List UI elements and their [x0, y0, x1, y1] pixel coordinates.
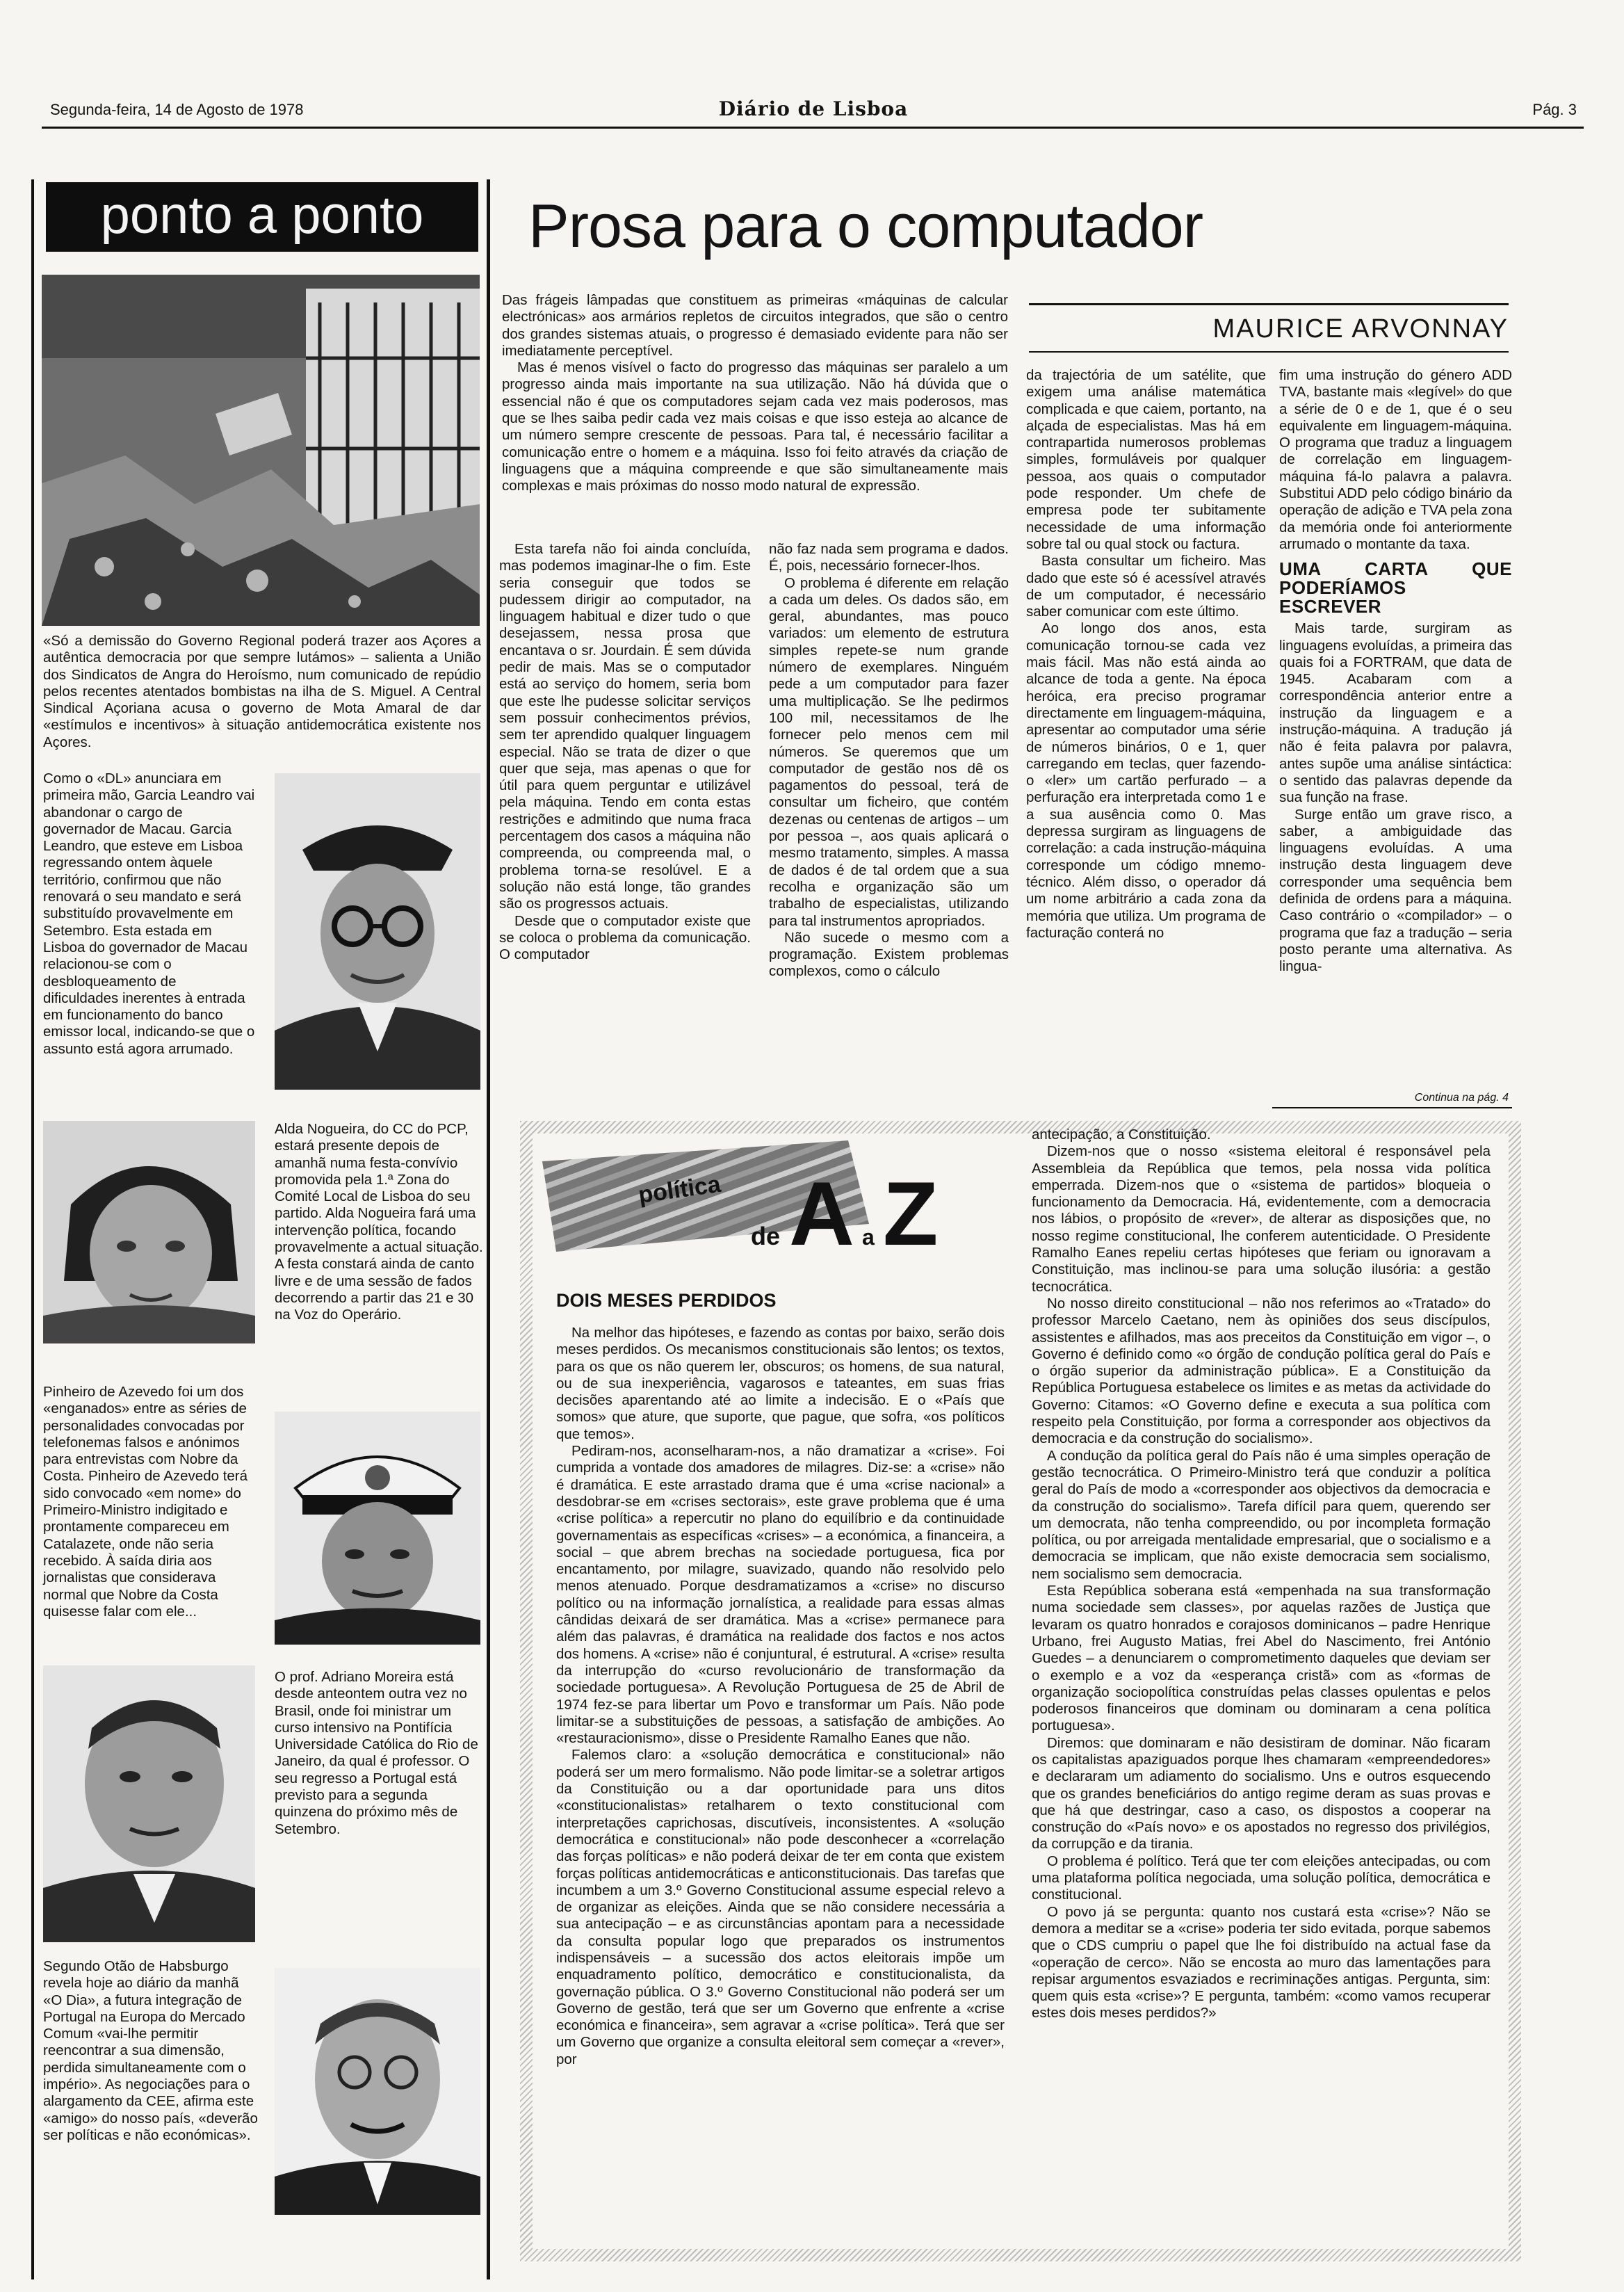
az-paragraph: O problema é político. Terá que ter com eleições antecipadas, ou com uma plataforma política negociada, uma solução política, democrática e constitucional.	[1032, 1853, 1491, 1903]
continued-note: Continua na pág. 4	[1414, 1092, 1509, 1104]
photo-adriano-moreira	[43, 1665, 255, 1942]
body-paragraph: Basta consultar um ficheiro. Mas dado que este só é acessível através de um computador, é necessário saber comunicar com este último.	[1026, 553, 1266, 620]
photo-alda-nogueira	[43, 1121, 255, 1343]
az-heading: DOIS MESES PERDIDOS	[556, 1290, 777, 1311]
az-banner-word: política	[636, 1170, 722, 1209]
body-paragraph: da trajectória de um satélite, que exigem uma análise matemática complicada e que caiem, portanto, na alçada de especialistas. Mas há em contrapartida numerosos problemas simples, formuláveis por qualquer pessoa, aos quais o computador pode responder. Um chefe de empresa pode ter subitamente necessidade de uma informação sobre tal ou qual stock ou factura.	[1026, 367, 1266, 552]
az-paragraph: Na melhor das hipóteses, e fazendo as contas por baixo, serão dois meses perdidos. Os mecanismos constitucionais são lentos; os textos, para os que os não querem ler, obscuros; os homens, de sua natural, ou de sua inexperiência, vagarosos e tateantes, em suas frias decisões aparentando até ao limite a indecisão. E o «País que somos» que ature, que suporte, que pague, que sofra, «os políticos que temos».	[556, 1325, 1005, 1442]
article-title: Prosa para o computador	[528, 191, 1203, 260]
article-author: MAURICE ARVONNAY	[1212, 314, 1509, 344]
article-subheading: UMA CARTA QUE PODERÍAMOS ESCREVER	[1279, 558, 1512, 618]
body-paragraph: fim uma instrução do género ADD TVA, bastante mais «legível» do que a série de 0 e de 1, que é o seu equivalente em linguagem-máquina. O programa que traduz a linguagem de correlação em linguagem-máquina fá-lo palavra a palavra. Substitui ADD pelo código binário da operação de adição e TVA pela zona da memória onde foi anteriormente arrumado o montante da taxa.	[1279, 367, 1512, 552]
az-banner-a: A	[789, 1163, 854, 1252]
az-banner-mid: a	[862, 1225, 875, 1250]
newspaper-masthead: Diário de Lisboa	[718, 97, 909, 120]
byline-rule-bottom	[1029, 351, 1509, 353]
az-paragraph: Falemos claro: a «solução democrática e constitucional» não poderá ser um mero formalismo. Não pode limitar-se a soletrar artigos da Constituição ou a dar oportunidade para uns ditos «constitucionalistas» retalharem o texto constitucional com interpretações caprichosas, discutíveis, inconsistentes. A «solução democrática e constitucional» não pode desconhecer a «correlação das forças políticas» e não poderá deixar de ter em conta que existem forças políticas antidemocráticas e anticonstitucionais. Das tarefas que incumbem a um 3.º Governo Constitucional assume especial relevo a de organizar as eleições. Ainda que se não considere necessária a sua antecipação – e as circunstâncias apontam para a necessidade da consulta popular logo que preparados os instrumentos indispensáveis – a sucessão dos actos eleitorais impõe um enquadramento político, democrático e constitucionalista, da governação pública. O 3.º Governo Constitucional não poderá ser um Governo de gestão, terá que ser um Governo que enfrente a «crise económica e financeira», sem agravar a «crise política». Terá que ser um Governo que organize a consulta eleitoral sem começar a «rever», por	[556, 1747, 1005, 2067]
photo-garcia-leandro	[275, 773, 480, 1090]
az-banner	[542, 1140, 1022, 1252]
brief-acores: «Só a demissão do Governo Regional poderá trazer aos Açores a autêntica democracia por que sempre lutámos» – salienta a União dos Sindicatos de Angra do Heroísmo, num comunicado de repúdio pelos recentes atentados bombistas na ilha de S. Miguel. A Central Sindical Açoriana acusa o governo de Mota Amaral de dar «estímulos e incentivos» à situação antidemocrática existente nos Açores.	[43, 633, 481, 750]
left-border-rule	[31, 179, 34, 2279]
az-paragraph: Diremos: que dominaram e não desistiram de dominar. Não ficaram os capitalistas apaziguados porque lhes chamaram «empreendedores» e declararam um adiamento do socialismo. Uns e outros esquecendo que os grandes beneficiários do antigo regime deram as suas provas e que há que destringar, caso a caso, os dispostos a cooperar na construção do «País novo» e os apostados no regresso dos privilégios, da corrupção e da tirania.	[1032, 1734, 1491, 1853]
section-title: ponto a ponto	[100, 186, 424, 245]
az-right-column	[1032, 1127, 1491, 2022]
intro-paragraph: Das frágeis lâmpadas que constituem as primeiras «máquinas de calcular electrónicas» aos armários repletos de circuitos integrados, que são o centro dos grandes sistemas atuais, o progresso é demasiado evidente para não ser imediatamente perceptível.	[502, 292, 1008, 359]
brief-pinheiro-azevedo: Pinheiro de Azevedo foi um dos «enganados» entre as séries de personalidades convocadas por telefonemas falsos e anónimos para entrevistas com Nobre da Costa. Pinheiro de Azevedo terá sido convocado «em nome» do Primeiro-Ministro indigitado e prontamente compareceu em Catalazete, onde não seria recebido. À saída diria aos jornalistas que considerava normal que Nobre da Costa quisesse falar com ele...	[43, 1384, 248, 1620]
body-paragraph: O problema é diferente em relação a cada um deles. Os dados são, em geral, abundantes, mas pouco variados: um elemento de estrutura simples repete-se num grande número de exemplares. Ninguém pede a um computador para fazer uma multiplicação. Se lhe pedirmos 100 mil, necessitamos de lhe fornecer pelo menos cem mil números. Se queremos que um computador de gestão nos dê os pagamentos do pessoal, terá de consultar um ficheiro, que contém dezenas ou centenas de artigos – um por pessoa –, aos quais aplicará o mesmo tratamento, simples. A massa de dados é de tal ordem que a sua recolha e organização são um trabalho de especialistas, utilizando para tal instrumentos apropriados.	[769, 574, 1009, 929]
brief-macau: Como o «DL» anunciara em primeira mão, Garcia Leandro vai abandonar o cargo de governador de Macau. Garcia Leandro, que esteve em Lisboa regressando ontem àquele território, confirmou que não renovará o seu mandato e será substituído provavelmente em Setembro. Esta estada em Lisboa do governador de Macau relacionou-se com o desbloqueamento de dificuldades inerentes à entrada em funcionamento do banco emissor local, indicando-se que o assunto está agora arrumado.	[43, 770, 255, 1057]
body-paragraph: Não sucede o mesmo com a programação. Existem problemas complexos, como o cálculo	[769, 929, 1009, 980]
az-paragraph: Esta República soberana está «empenhada na sua transformação numa sociedade sem classes», por aquelas razões de Justiça que levaram os quatro honrados e corajosos dominicanos – padre Henrique Urbano, frei Augusto Matias, frei Abel do Nascimento, frei António Guedes – a denunciarem o comprometimento daqueles que deviam ser o exemplo e a voz da «esperança cristã» com as «formas de organização sociopolítica construídas pelas classes opulentas e pelos poderosos financeiros que dominam ou dominaram a cena política portuguesa».	[1032, 1583, 1491, 1734]
az-paragraph: No nosso direito constitucional – não nos referimos ao «Tratado» do professor Marcelo Caetano, nem às opiniões dos seus discípulos, assistentes e afilhados, mas aos preceitos da Constituição em vigor –, o Governo é definido como «o órgão de condução política geral do País e o órgão superior da administração pública». E a Constituição da República Portuguesa estabelece os limites e as metas da actividade do Governo: Citamos: «O Governo define e executa a sua política com respeito pela Constituição, por forma a corresponder aos objectivos da democracia e da construção do socialismo».	[1032, 1295, 1491, 1447]
az-paragraph: O povo já se pergunta: quanto nos custará esta «crise»? Não se demora a meditar se a «crise» poderia ter sido evitada, porque sabemos que o CDS cumpriu o papel que lhe foi distribuído na actual fase da «operação de cerco». Não se encosta ao muro das lamentações para repisar argumentos esvaziados e recriminações antigas. Pergunta, sim: quem quis esta «crise»? E pergunta, também: «como vamos recuperar estes dois meses perdidos?»	[1032, 1903, 1491, 2021]
az-paragraph: Pediram-nos, aconselharam-nos, a não dramatizar a «crise». Foi cumprida a vontade dos amadores de milagres. Diz-se: a «crise» não é dramática. E este arrastado drama que é uma «crise nacional» a desdobrar-se em «crises sectorais», este grave problema que é uma «crise política» a repercutir no plano do equilíbrio e da continuidade governamentais as específicas «crises» – a económica, a financeira, a social – que abrem brechas na sociedade portuguesa, fica por encantamento, por milagre, suavizado, quando não resolvido pelo menos atenuado. Porque desdramatizamos a «crise» no discurso político ou na informação jornalística, a realidade para essas almas cândidas deixará de ser dramática. Mas a «crise» permanece para além das palavras, é dramática na realidade dos factos e nos actos dos homens. A «crise» não é conjuntural, é estrutural. A «crise» resulta da interrupção do «curso revolucionário de transformação da sociedade portuguesa». A Revolução Portuguesa de 25 de Abril de 1974 fez-se para libertar um Povo e transformar um País. Não pode limitar-se a substituições de pessoas, a satisfação de ambições. Ao «restauracionismo», disse o Presidente Ramalho Eanes que não.	[556, 1443, 1005, 1747]
header-rule	[42, 127, 1584, 129]
photo-otao-habsburgo	[275, 1968, 480, 2215]
byline-rule	[1029, 303, 1509, 305]
column-divider	[487, 179, 490, 2279]
brief-otao-habsburgo: Segundo Otão de Habsburgo revela hoje ao diário da manhã «O Dia», a futura integração de Portugal na Europa do Mercado Comum «vai-lhe permitir reencontrar a sua dimensão, perdida simultaneamente com o império». As negociações para o alargamento da CEE, afirma este «amigo» do nosso país, «deverão ser políticas e não económicas».	[43, 1958, 258, 2143]
article-column-4	[1279, 367, 1512, 976]
brief-alda-nogueira: Alda Nogueira, do CC do PCP, estará presente depois de amanhã numa festa-convívio promovida pela 1.ª Zona do Comité Local de Lisboa do seu partido. Alda Nogueira fará uma intervenção política, focando provavelmente a actual situação. A festa constará ainda de canto livre e de uma sessão de fados decorrendo a partir das 21 e 30 na Voz do Operário.	[275, 1121, 483, 1323]
issue-date: Segunda-feira, 14 de Agosto de 1978	[50, 101, 304, 118]
az-paragraph: antecipação, a Constituição.	[1032, 1127, 1211, 1143]
article-column-3	[1026, 367, 1266, 942]
body-paragraph: Esta tarefa não foi ainda concluída, mas podemos imaginar-lhe o fim. Este seria conseguir que todos se pudessem dirigir ao computador, na linguagem habitual e dizer tudo o que desejassem, nessa prosa que encantava o sr. Jourdain. É sem dúvida pedir de mais. Mas se o computador está ao serviço do homem, seria bom que este lhe pudesse solicitar serviços sem possuir conhecimentos prévios, sem ter aprendido qualquer linguagem especial. Não se trata de dizer o que quer que seja, mas apenas o que for útil para quem perguntar e utilizável pela máquina. Tendo em conta estas restrições e admitindo que numa fraca percentagem dos casos a máquina não compreenda, ou compreenda mal, o problema torna-se resolúvel. E a solução não está longe, tão grandes são os progressos actuais.	[499, 541, 751, 912]
page-number: Pág. 3	[1532, 101, 1577, 118]
az-paragraph: A condução da política geral do País não é uma simples operação de gestão tecnocrática. O Primeiro-Ministro terá que conduzir a política geral do País de modo a «corresponder aos objectivos da democracia e da construção do socialismo». Tarefa difícil para quem, querendo ser um democrata, não tenha compreendido, ou por incompleta formação política, ou por arreigada mentalidade empresarial, que o socialismo e a democracia se implicam, que não existe democracia sem socialismo, nem socialismo sem democracia.	[1032, 1447, 1491, 1582]
body-paragraph: Ao longo dos anos, esta comunicação tornou-se cada vez mais fácil. Mas não está ainda ao alcance de toda a gente. Na época heróica, era preciso programar directamente em linguagem-máquina, apresentar ao computador uma série de números binários, 0 e 1, quer carregando em teclas, quer fazendo-o «ler» um cartão perfurado – a perfuração era interpretada como 1 e a sua ausência como 0. Mas depressa surgiram as linguagens de correlação: a cada instrução-máquina corresponde um código mnemo-técnico. Além disso, o operador dá um nome arbitrário a cada zona da memória que utiliza. Um programa de facturação conterá no	[1026, 620, 1266, 941]
az-banner-de: de	[751, 1222, 781, 1250]
az-paragraph: Dizem-nos que o nosso «sistema eleitoral é responsável pela Assembleia da República que temos, pela nossa vida política emperrada. Dizem-nos que o «sistema de partidos» bloqueia o funcionamento da Democracia. Há, evidentemente, com a democracia nos lábios, o propósito de «rever», de alterar as disposições que, no nosso regime constitucional, lhe conferem autenticidade. O Presidente Ramalho Eanes repeliu certas hipóteses que feriam ou ignoravam a Constituição, mas inclinou-se para uma solução ilusória: a gestão tecnocrática.	[1032, 1143, 1491, 1295]
intro-paragraph: Mas é menos visível o facto do progresso das máquinas ser paralelo a um progresso ainda mais importante na sua utilização. Não há dúvida que o essencial não é que os computadores sejam cada vez mais poderosos, mas que se lhes saiba pedir cada vez mais coisas e que isso esteja ao alcance de um número sempre crescente de pessoas. Para tal, é necessário facilitar a comunicação entre o homem e a máquina. Isso foi feito através da criação de linguagens que a máquina compreende e que são simultaneamente mais complexas e mais próximas do nosso modo natural de expressão.	[502, 360, 1008, 494]
az-banner-graphic	[542, 1140, 1022, 1252]
photo-pinheiro-azevedo	[275, 1412, 480, 1645]
body-paragraph: não faz nada sem programa e dados. É, pois, necessário fornecer-lhos.	[769, 541, 1009, 574]
article-intro	[502, 292, 1008, 495]
body-paragraph: Mais tarde, surgiram as linguagens evoluídas, a primeira das quais foi a FORTRAM, que data de 1945. Acabaram com a correspondência anterior entre a instrução da linguagem e a instrução-máquina. A tradução já não é feita palavra por palavra, antes supõe uma análise sintáctica: o sentido das palavras depende da sua função na frase.	[1279, 620, 1512, 806]
article-column-2	[769, 541, 1009, 980]
body-paragraph: Surge então um grave risco, a saber, a ambiguidade das linguagens evoluídas. A uma instrução desta linguagem deve corresponder uma sequência bem definida de ordens para a máquina. Caso contrário o «compilador» – o programa que faz a tradução – seria posto perante uma alternativa. As lingua-	[1279, 806, 1512, 975]
section-banner	[46, 182, 478, 252]
brief-adriano-moreira: O prof. Adriano Moreira está desde anteontem outra vez no Brasil, onde foi ministrar um curso intensivo na Pontifícia Universidade Católica do Rio de Janeiro, da qual é professor. O seu regresso a Portugal está previsto para a segunda quinzena do próximo mês de Setembro.	[275, 1669, 478, 1837]
photo-bomb-damage	[42, 275, 480, 626]
az-banner-z: Z	[883, 1163, 939, 1252]
az-left-column	[556, 1325, 1005, 2068]
body-paragraph: Desde que o computador existe que se coloca o problema da comunicação. O computador	[499, 912, 751, 963]
continued-rule	[1272, 1107, 1512, 1108]
article-column-1	[499, 541, 751, 963]
